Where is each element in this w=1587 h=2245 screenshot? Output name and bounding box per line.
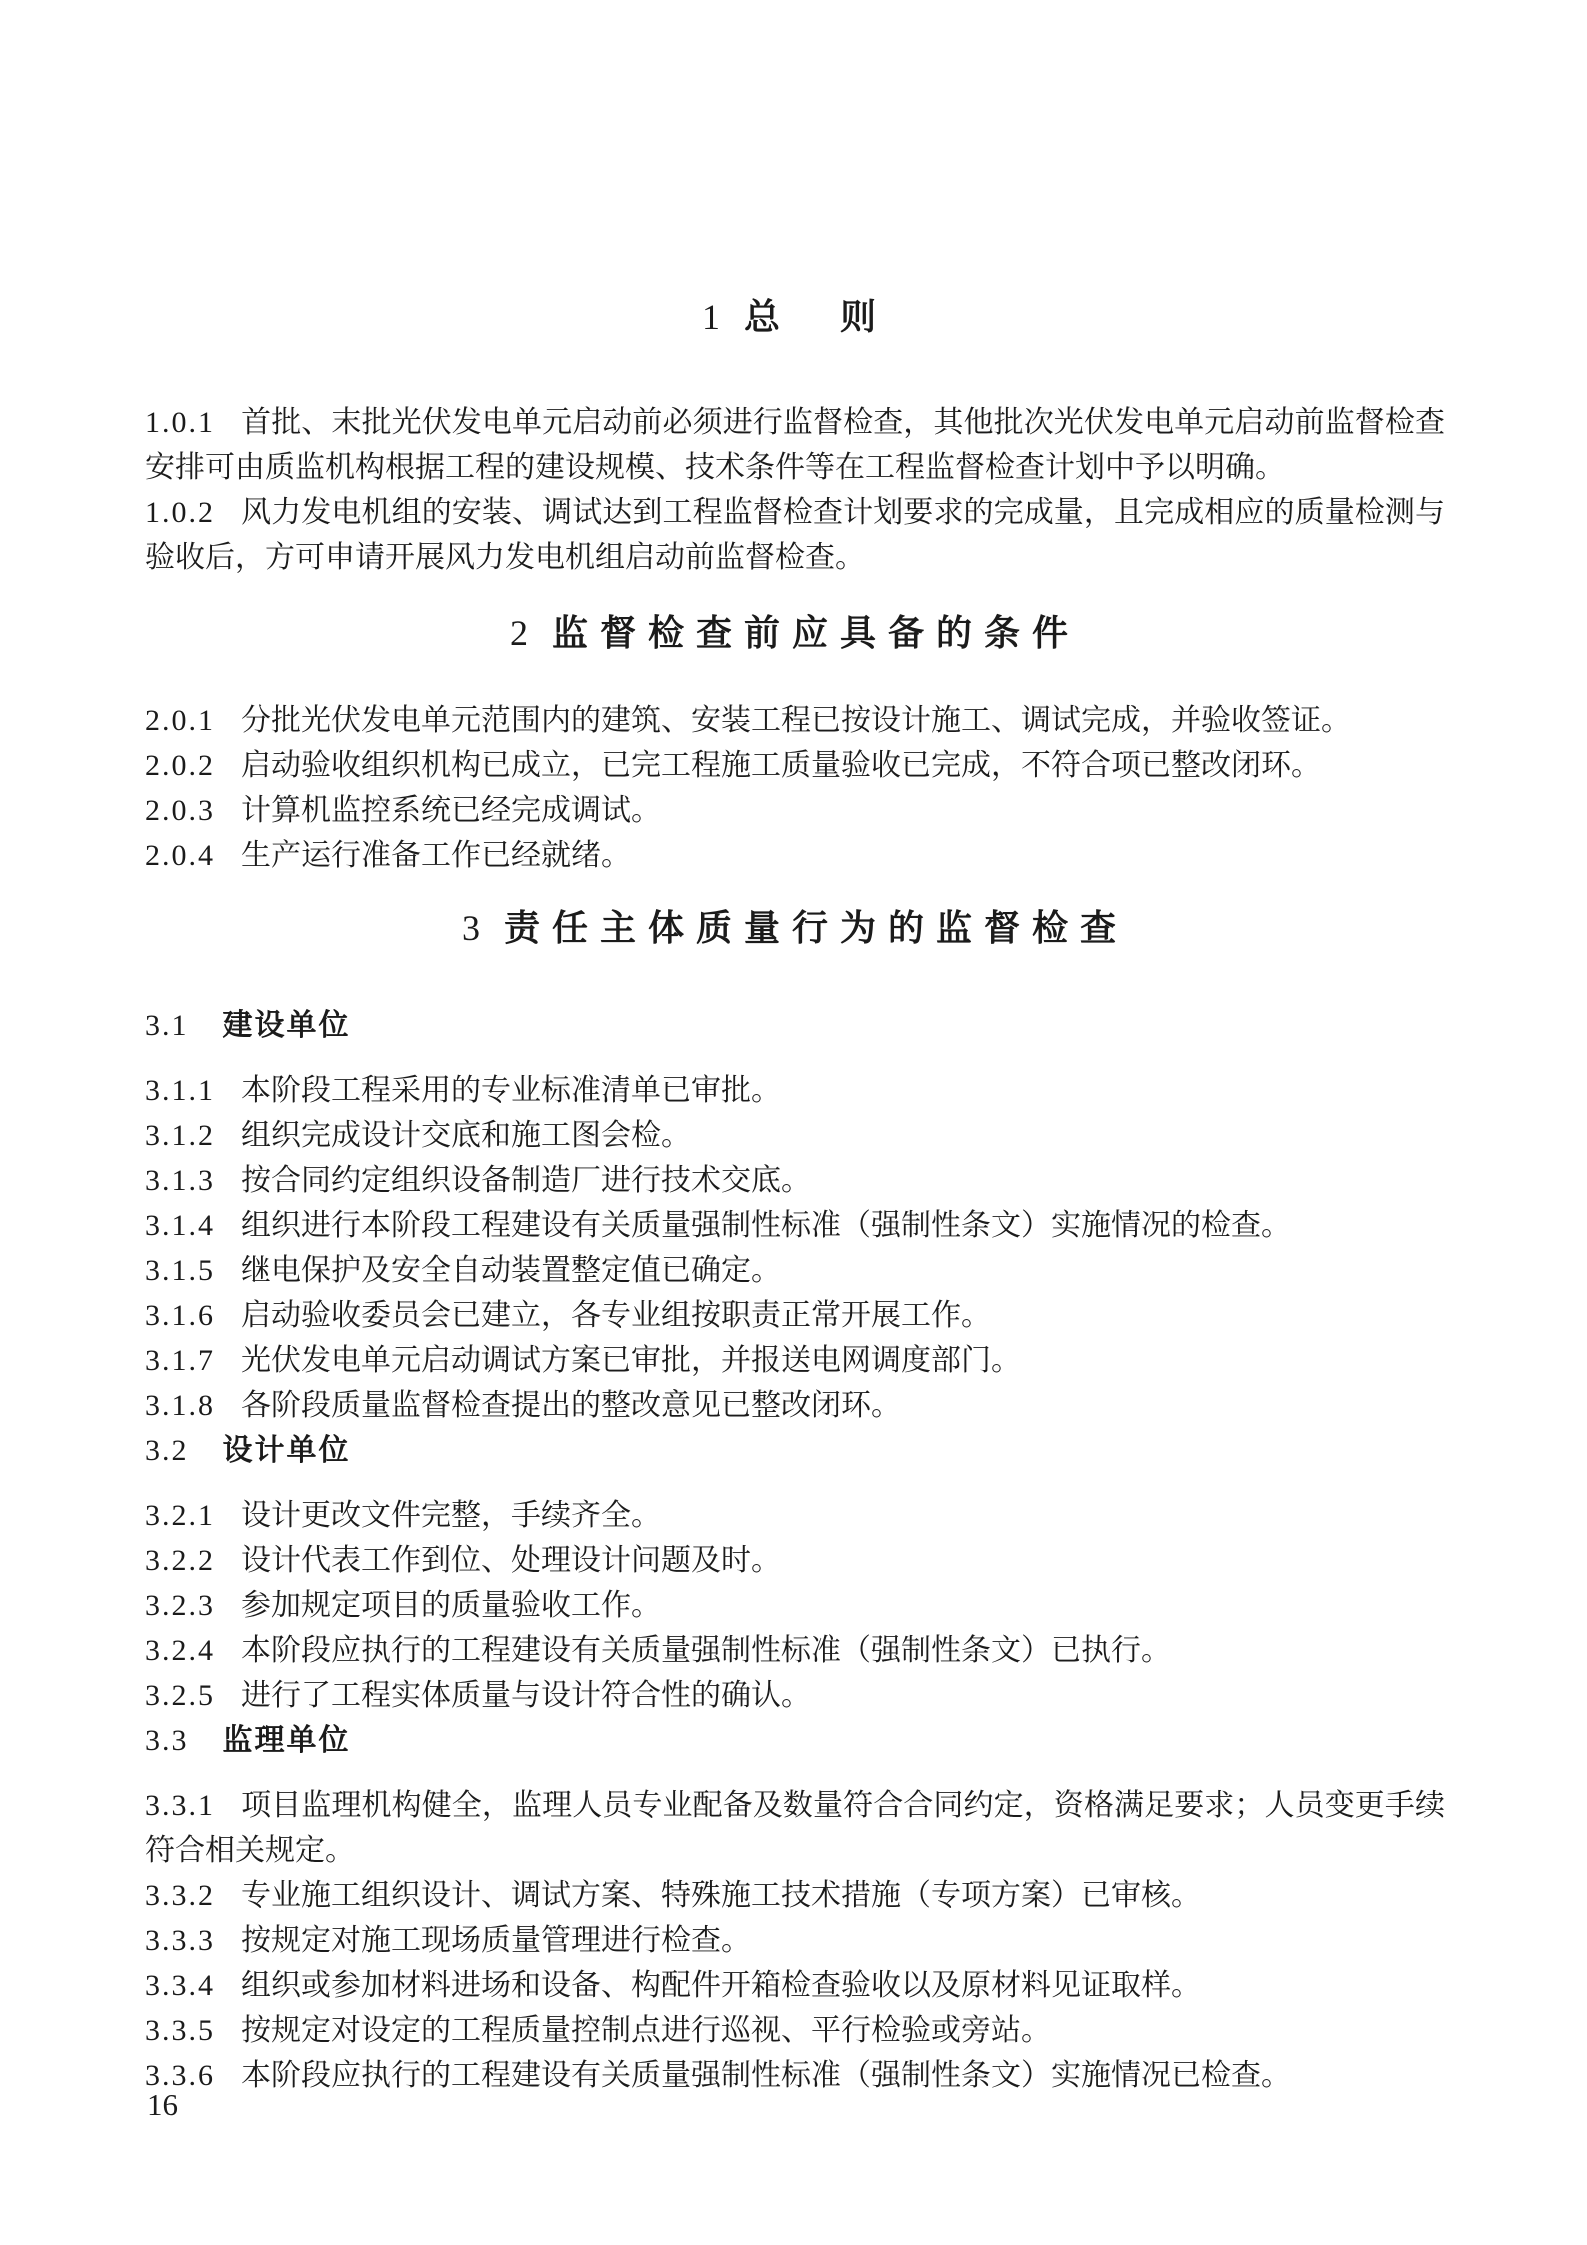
clause-text: 启动验收组织机构已成立，已完工程施工质量验收已完成，不符合项已整改闭环。 xyxy=(241,749,1321,782)
clause-number: 3.1.7 xyxy=(145,1344,215,1377)
clause-item xyxy=(145,1383,1445,1428)
clause-number: 2.0.3 xyxy=(145,794,215,827)
clause-item xyxy=(145,2008,1445,2053)
clause-item xyxy=(145,1538,1445,1583)
clause-item xyxy=(145,1963,1445,2008)
clause-text: 设计更改文件完整，手续齐全。 xyxy=(241,1499,661,1532)
clause-item xyxy=(145,788,1445,833)
clause-text: 本阶段应执行的工程建设有关质量强制性标准（强制性条文）实施情况已检查。 xyxy=(241,2059,1291,2092)
clause-text: 计算机监控系统已经完成调试。 xyxy=(241,794,661,827)
chapter-1-title: 总 则 xyxy=(743,296,888,337)
clause-text: 组织或参加材料进场和设备、构配件开箱检查验收以及原材料见证取样。 xyxy=(241,1969,1201,2002)
clause-item xyxy=(145,490,1445,580)
clause-item xyxy=(145,1873,1445,1918)
clause-item xyxy=(145,1493,1445,1538)
clause-text: 本阶段应执行的工程建设有关质量强制性标准（强制性条文）已执行。 xyxy=(241,1634,1171,1667)
clause-item xyxy=(145,1203,1445,1248)
clause-text: 参加规定项目的质量验收工作。 xyxy=(241,1589,661,1622)
clause-number: 3.3.4 xyxy=(145,1969,215,2002)
subsection-title: 设计单位 xyxy=(222,1434,351,1467)
clause-number: 2.0.2 xyxy=(145,749,215,782)
page-number: 16 xyxy=(147,2087,178,2122)
subsection-heading xyxy=(145,1003,1445,1048)
clause-item xyxy=(145,698,1445,743)
subsection-number: 3.3 xyxy=(145,1724,189,1757)
clause-number: 3.2.5 xyxy=(145,1679,215,1712)
clause-number: 3.2.4 xyxy=(145,1634,215,1667)
clause-item xyxy=(145,1248,1445,1293)
clause-number: 3.1.8 xyxy=(145,1389,215,1422)
clause-number: 3.1.4 xyxy=(145,1209,215,1242)
clause-number: 3.3.5 xyxy=(145,2014,215,2047)
subsection-title: 建设单位 xyxy=(222,1009,351,1042)
clause-text: 项目监理机构健全，监理人员专业配备及数量符合合同约定，资格满足要求；人员变更手续符合相关规定。 xyxy=(145,1789,1445,1867)
clause-number: 1.0.1 xyxy=(145,406,215,439)
clause-text: 专业施工组织设计、调试方案、特殊施工技术措施（专项方案）已审核。 xyxy=(241,1879,1201,1912)
clause-item xyxy=(145,1158,1445,1203)
clause-number: 1.0.2 xyxy=(145,496,215,529)
clause-item xyxy=(145,1918,1445,1963)
clause-text: 各阶段质量监督检查提出的整改意见已整改闭环。 xyxy=(241,1389,901,1422)
chapter-2-heading xyxy=(145,608,1445,658)
chapter-3-title: 责任主体质量行为的监督检查 xyxy=(503,907,1128,948)
clause-text: 组织进行本阶段工程建设有关质量强制性标准（强制性条文）实施情况的检查。 xyxy=(241,1209,1291,1242)
clause-number: 3.3.6 xyxy=(145,2059,215,2092)
clause-item xyxy=(145,833,1445,878)
subsection-title: 监理单位 xyxy=(222,1724,351,1757)
clause-text: 继电保护及安全自动装置整定值已确定。 xyxy=(241,1254,781,1287)
clause-number: 3.2.1 xyxy=(145,1499,215,1532)
clause-item xyxy=(145,2053,1445,2098)
clause-number: 3.3.1 xyxy=(145,1789,215,1822)
clause-text: 生产运行准备工作已经就绪。 xyxy=(241,839,631,872)
chapter-2-title: 监督检查前应具备的条件 xyxy=(551,612,1080,653)
clause-number: 3.1.5 xyxy=(145,1254,215,1287)
clause-item xyxy=(145,400,1445,490)
subsection-heading xyxy=(145,1718,1445,1763)
clause-number: 3.1.1 xyxy=(145,1074,215,1107)
clause-item xyxy=(145,743,1445,788)
clause-number: 2.0.4 xyxy=(145,839,215,872)
chapter-1-number: 1 xyxy=(701,297,720,337)
clause-text: 本阶段工程采用的专业标准清单已审批。 xyxy=(241,1074,781,1107)
subsection-number: 3.2 xyxy=(145,1434,189,1467)
subsection-heading xyxy=(145,1428,1445,1473)
clause-item xyxy=(145,1338,1445,1383)
clause-number: 3.2.2 xyxy=(145,1544,215,1577)
clause-text: 按合同约定组织设备制造厂进行技术交底。 xyxy=(241,1164,811,1197)
clause-text: 启动验收委员会已建立，各专业组按职责正常开展工作。 xyxy=(241,1299,991,1332)
clause-number: 3.1.6 xyxy=(145,1299,215,1332)
clause-text: 组织完成设计交底和施工图会检。 xyxy=(241,1119,691,1152)
clause-number: 3.2.3 xyxy=(145,1589,215,1622)
chapter-3-number: 3 xyxy=(461,908,480,948)
clause-text: 分批光伏发电单元范围内的建筑、安装工程已按设计施工、调试完成，并验收签证。 xyxy=(241,704,1351,737)
clause-item xyxy=(145,1673,1445,1718)
clause-number: 3.3.2 xyxy=(145,1879,215,1912)
clause-text: 光伏发电单元启动调试方案已审批，并报送电网调度部门。 xyxy=(241,1344,1021,1377)
clause-item xyxy=(145,1293,1445,1338)
clause-text: 按规定对设定的工程质量控制点进行巡视、平行检验或旁站。 xyxy=(241,2014,1051,2047)
clause-text: 设计代表工作到位、处理设计问题及时。 xyxy=(241,1544,781,1577)
chapter-1-heading xyxy=(145,292,1445,342)
clause-item xyxy=(145,1583,1445,1628)
clause-text: 按规定对施工现场质量管理进行检查。 xyxy=(241,1924,751,1957)
clause-number: 2.0.1 xyxy=(145,704,215,737)
clause-item xyxy=(145,1068,1445,1113)
chapter-3-heading xyxy=(145,903,1445,953)
chapter-2-number: 2 xyxy=(509,613,528,653)
clause-text: 首批、末批光伏发电单元启动前必须进行监督检查，其他批次光伏发电单元启动前监督检查安排可由质监机构根据工程的建设规模、技术条件等在工程监督检查计划中予以明确。 xyxy=(145,406,1445,484)
clause-item xyxy=(145,1783,1445,1873)
clause-number: 3.1.3 xyxy=(145,1164,215,1197)
clause-text: 进行了工程实体质量与设计符合性的确认。 xyxy=(241,1679,811,1712)
clause-number: 3.1.2 xyxy=(145,1119,215,1152)
clause-text: 风力发电机组的安装、调试达到工程监督检查计划要求的完成量，且完成相应的质量检测与验收后，方可申请开展风力发电机组启动前监督检查。 xyxy=(145,496,1445,574)
clause-number: 3.3.3 xyxy=(145,1924,215,1957)
clause-item xyxy=(145,1628,1445,1673)
clause-item xyxy=(145,1113,1445,1158)
subsection-number: 3.1 xyxy=(145,1009,189,1042)
